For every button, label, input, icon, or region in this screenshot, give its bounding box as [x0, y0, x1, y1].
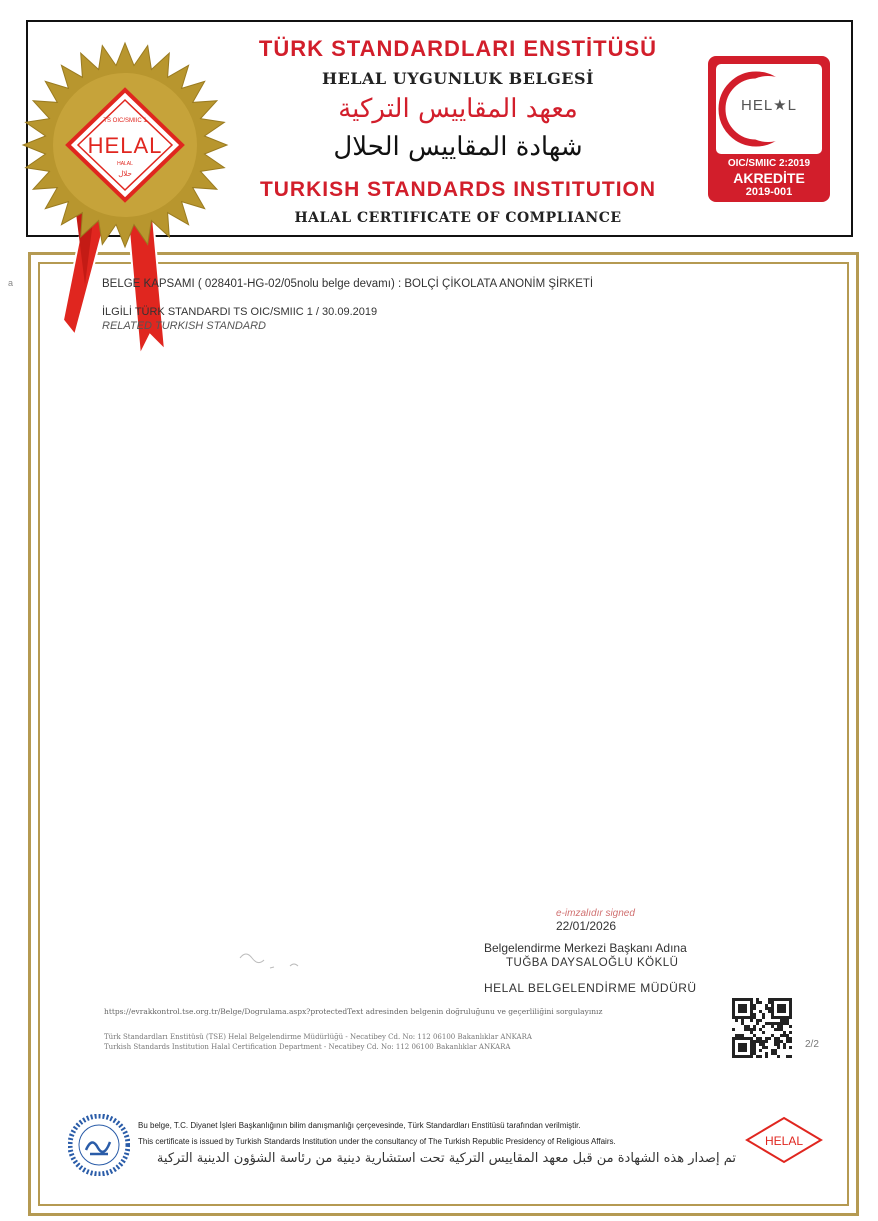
accreditation-label: AKREDİTE — [733, 170, 805, 186]
certificate-subtitle-en: HALAL CERTIFICATE OF COMPLIANCE — [294, 210, 622, 226]
institution-title-ar: معهد المقاييس التركية — [338, 94, 578, 124]
institution-title-tr: TÜRK STANDARDLARI ENSTİTÜSÜ — [258, 36, 658, 61]
related-standard-en: RELATED TURKISH STANDARD — [102, 320, 267, 332]
accreditation-badge — [708, 56, 830, 202]
footer-helal-logo — [745, 1116, 823, 1164]
seal-label: HELAL — [87, 133, 163, 158]
seal-bottom-text: HALAL — [117, 161, 133, 167]
address-tr: Türk Standardları Enstitüsü (TSE) Helal Belgelendirme Müdürlüğü - Necatibey Cd. No: 112 06100 Bakanlıklar ANKARA — [104, 1033, 532, 1041]
signature-date: 22/01/2026 — [556, 919, 617, 933]
signatory-name: TUĞBA DAYSALOĞLU KÖKLÜ — [506, 957, 679, 969]
footer-issuance-ar: تم إصدار هذه الشهادة من قبل معهد المقاييس التركية تحت استشارية دينية من رئاسة الشؤون الدينية التركية — [156, 1151, 736, 1166]
seal-arabic-text: حلال — [118, 170, 132, 178]
signatory-title: Belgelendirme Merkezi Başkanı Adına — [484, 941, 687, 955]
seal-top-text: TS OIC/SMIIC 1 — [103, 118, 147, 124]
accreditation-logo-text: HEL★L — [741, 97, 797, 114]
verification-link[interactable]: https://evrakkontrol.tse.org.tr/Belge/Dogrulama.aspx?protectedText adresinden belgenin doğruluğunu ve geçerliliğini sorgulayınız — [104, 1007, 603, 1016]
page-number: 2/2 — [805, 1039, 819, 1050]
qr-code[interactable] — [732, 998, 792, 1058]
diyanet-halal-logo — [68, 1114, 130, 1176]
handwritten-signature — [230, 938, 330, 978]
helal-seal — [20, 40, 230, 250]
signatory-role: HELAL BELGELENDİRME MÜDÜRÜ — [484, 981, 697, 995]
certificate-border-inner — [38, 262, 849, 1206]
certificate-subtitle-ar: شهادة المقاييس الحلال — [333, 132, 583, 162]
accreditation-logo — [716, 64, 822, 154]
institution-title-en: TURKISH STANDARDS INSTITUTION — [259, 178, 657, 201]
certificate-subtitle-tr: HELAL UYGUNLUK BELGESİ — [321, 69, 595, 88]
footer-issuance-tr: Bu belge, T.C. Diyanet İşleri Başkanlığının bilim danışmanlığı çerçevesinde, Türk Standardları Enstitüsü tarafından verilmiştir. — [138, 1121, 581, 1130]
scope-prefix: a — [8, 278, 14, 288]
e-signature-note: e-imzalıdır signed — [556, 908, 635, 919]
related-standard: İLGİLİ TÜRK STANDARDI TS OIC/SMIIC 1 / 30.09.2019 — [102, 306, 378, 318]
certificate-scope: BELGE KAPSAMI ( 028401-HG-02/05nolu belge devamı) : BOLÇİ ÇİKOLATA ANONİM ŞİRKETİ — [102, 278, 594, 290]
footer-issuance-en: This certificate is issued by Turkish Standards Institution under the consultancy of The Turkish Republic Presidency of Religious Affairs. — [138, 1137, 616, 1146]
accreditation-code: 2019-001 — [745, 186, 793, 198]
address-en: Turkish Standards Institution Halal Certification Department - Necatibey Cd. No: 112 06100 Bakanlıklar ANKARA — [104, 1043, 511, 1051]
accreditation-standard: OIC/SMIIC 2:2019 — [727, 158, 811, 169]
footer-helal-label: HELAL — [764, 1134, 804, 1148]
